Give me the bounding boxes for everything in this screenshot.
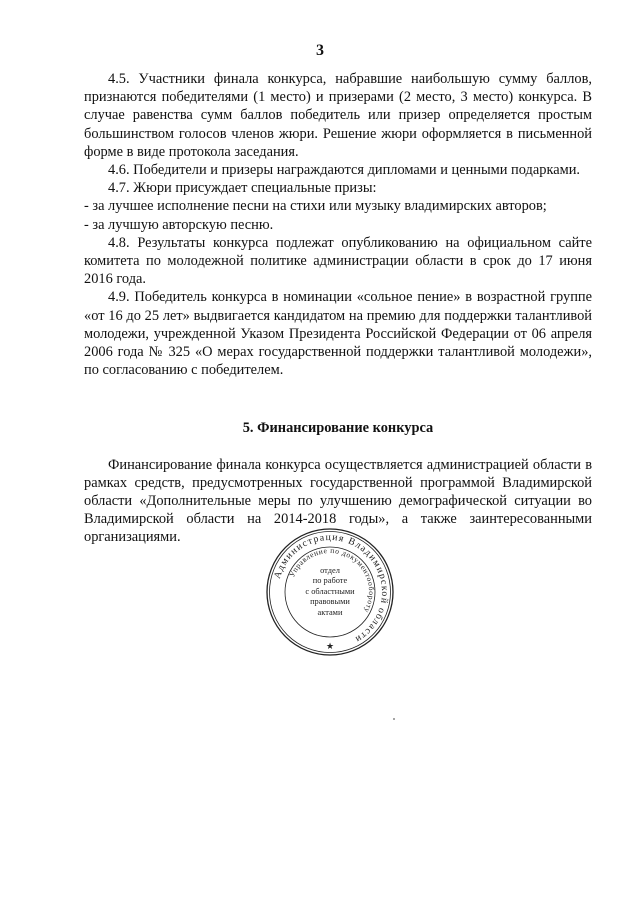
paragraph-4-7: 4.7. Жюри присуждает специальные призы: (108, 180, 377, 197)
document-body (84, 70, 592, 547)
official-stamp (264, 526, 396, 658)
stamp-center-line: отдел (320, 566, 340, 575)
paragraph-4-6: 4.6. Победители и призеры награждаются дипломами и ценными подарками. (108, 162, 581, 179)
stamp-center-line: правовыми (310, 597, 350, 607)
paragraph-4-8: 4.8. Результаты конкурса подлежат опубликованию на официальном сайте комитета по молодежной политике администрации области в срок до 17 июня 2016 года. (84, 234, 592, 288)
list-item-prize-1: - за лучшее исполнение песни на стихи или музыку владимирских авторов; (84, 198, 547, 215)
stamp-inner-text: Управление по документообороту (287, 545, 377, 615)
paragraph-financing: Финансирование финала конкурса осуществляется администрацией области в рамках средств, предусмотренных государственной программой Владимирской области «Дополнительные меры по улучшению демографической ситуации во Владимирской области на 2014-2018 годы», а также заинтересованными организациями. (84, 456, 592, 546)
stamp-center-line: по работе (312, 576, 348, 586)
paragraph-4-5: 4.5. Участники финала конкурса, набравшие наибольшую сумму баллов, признаются победителями (1 место) и призерами (2 место, 3 место) конкурса. В случае равенства сумм баллов победитель или призер определяется простым большинством голосов членов жюри. Решение жюри оформляется в письменной форме в виде протокола заседания. (84, 71, 592, 160)
stamp-center-line: актами (317, 607, 343, 617)
stamp-outer-text: Администрация Владимирской области (271, 531, 391, 646)
scan-speck (393, 718, 395, 720)
paragraph-4-9: 4.9. Победитель конкурса в номинации «сольное пение» в возрастной группе «от 16 до 25 лет» выдвигается кандидатом на премию для поддержки талантливой молодежи, учрежденной Указом Президента Российской Федерации от 06 апреля 2006 года № 325 «О мерах государственной поддержки талантливой молодежи», по согласованию с победителем. (84, 289, 592, 379)
section-heading: 5. Финансирование конкурса (242, 420, 434, 437)
stamp-center-text (290, 566, 370, 618)
stamp-star-icon: ★ (325, 641, 335, 651)
stamp-center-line: с областными (305, 586, 355, 596)
page-number: 3 (316, 42, 324, 59)
list-item-prize-2: - за лучшую авторскую песню. (84, 216, 274, 233)
